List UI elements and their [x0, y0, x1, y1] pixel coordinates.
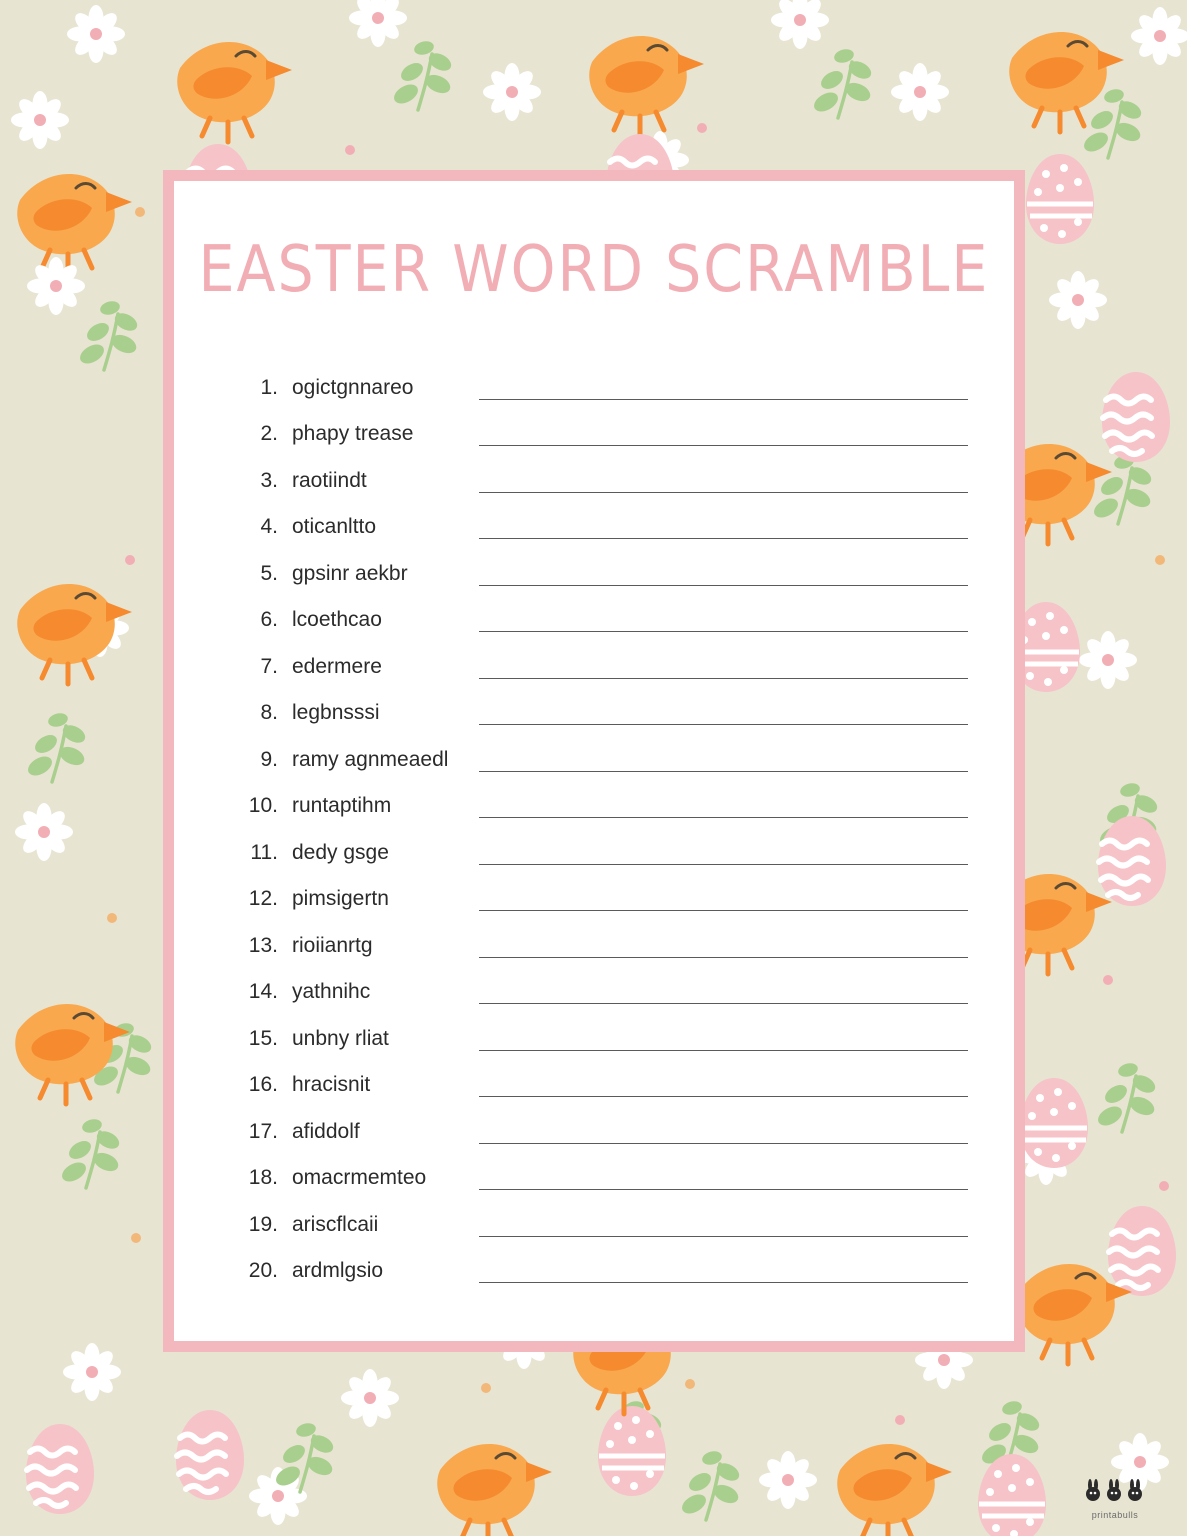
answer-blank[interactable]: [479, 1163, 968, 1190]
answer-blank[interactable]: [479, 605, 968, 632]
list-item: [228, 1237, 968, 1284]
item-number: 4.: [260, 515, 278, 538]
scrambled-word: oticanltto: [292, 515, 377, 538]
scrambled-word: ramy agnmeaedl: [292, 747, 449, 771]
item-number: 12.: [248, 887, 278, 910]
list-item: [228, 493, 968, 540]
list-item: [228, 818, 968, 865]
scrambled-word: ardmlgsio: [292, 1259, 384, 1282]
item-number: 18.: [248, 1166, 278, 1189]
item-number: 1.: [260, 375, 278, 399]
scrambled-word: pimsigertn: [292, 887, 389, 910]
answer-blank[interactable]: [479, 466, 968, 493]
answer-blank[interactable]: [479, 1210, 968, 1237]
item-number: 13.: [248, 933, 278, 957]
scrambled-word: lcoethcao: [292, 608, 382, 631]
list-item: [228, 400, 968, 447]
item-number: 2.: [260, 422, 278, 445]
list-item: [228, 772, 968, 819]
scrambled-word: hracisnit: [292, 1073, 371, 1096]
answer-blank[interactable]: [479, 652, 968, 679]
item-number: 7.: [260, 654, 278, 678]
scrambled-word: gpsinr aekbr: [292, 561, 408, 585]
list-item: [228, 539, 968, 586]
item-number: 8.: [260, 701, 278, 724]
item-number: 19.: [248, 1212, 278, 1236]
scrambled-word: unbny rliat: [292, 1026, 389, 1050]
item-number: 10.: [248, 794, 278, 817]
item-number: 17.: [248, 1119, 278, 1143]
item-number: 11.: [250, 840, 278, 864]
item-number: 3.: [260, 468, 278, 492]
scrambled-word: legbnsssi: [292, 701, 380, 724]
worksheet-card: [163, 170, 1025, 1352]
scrambled-word: yathnihc: [292, 980, 371, 1003]
answer-blank[interactable]: [479, 931, 968, 958]
scramble-list: [174, 299, 1014, 1283]
answer-blank[interactable]: [479, 698, 968, 725]
scrambled-word: phapy trease: [292, 422, 414, 445]
scrambled-word: edermere: [292, 654, 382, 678]
scrambled-word: runtaptihm: [292, 794, 392, 817]
answer-blank[interactable]: [479, 559, 968, 586]
brand-watermark: [1071, 1479, 1159, 1520]
answer-blank[interactable]: [479, 512, 968, 539]
scrambled-word: afiddolf: [292, 1119, 360, 1143]
answer-blank[interactable]: [479, 791, 968, 818]
answer-blank[interactable]: [479, 838, 968, 865]
list-item: [228, 911, 968, 958]
list-item: [228, 958, 968, 1005]
list-item: [228, 1097, 968, 1144]
list-item: [228, 1144, 968, 1191]
scrambled-word: omacrmemteo: [292, 1166, 427, 1189]
brand-name: printabulls: [1091, 1510, 1139, 1520]
list-item: [228, 679, 968, 726]
item-number: 16.: [248, 1073, 278, 1096]
item-number: 9.: [260, 747, 278, 771]
scrambled-word: dedy gsge: [292, 840, 389, 864]
list-item: [228, 632, 968, 679]
answer-blank[interactable]: [479, 1256, 968, 1283]
answer-blank[interactable]: [479, 745, 968, 772]
scrambled-word: rioiianrtg: [292, 933, 373, 957]
list-item: [228, 586, 968, 633]
answer-blank[interactable]: [479, 1024, 968, 1051]
answer-blank[interactable]: [479, 1070, 968, 1097]
answer-blank[interactable]: [479, 884, 968, 911]
item-number: 5.: [260, 561, 278, 585]
answer-blank[interactable]: [479, 419, 968, 446]
list-item: [228, 353, 968, 400]
item-number: 14.: [248, 980, 278, 1003]
list-item: [228, 1190, 968, 1237]
scrambled-word: ogictgnnareo: [292, 375, 414, 399]
list-item: [228, 865, 968, 912]
page-title: EASTER WORD SCRAMBLE: [198, 233, 990, 307]
list-item: [228, 725, 968, 772]
scrambled-word: ariscflcaii: [292, 1212, 379, 1236]
list-item: [228, 1051, 968, 1098]
answer-blank[interactable]: [479, 373, 968, 400]
scrambled-word: raotiindt: [292, 468, 367, 492]
list-item: [228, 1004, 968, 1051]
item-number: 20.: [248, 1259, 278, 1282]
item-number: 6.: [260, 608, 278, 631]
answer-blank[interactable]: [479, 1117, 968, 1144]
item-number: 15.: [248, 1026, 278, 1050]
bunny-faces-logo-icon: [1080, 1479, 1150, 1505]
answer-blank[interactable]: [479, 977, 968, 1004]
list-item: [228, 446, 968, 493]
